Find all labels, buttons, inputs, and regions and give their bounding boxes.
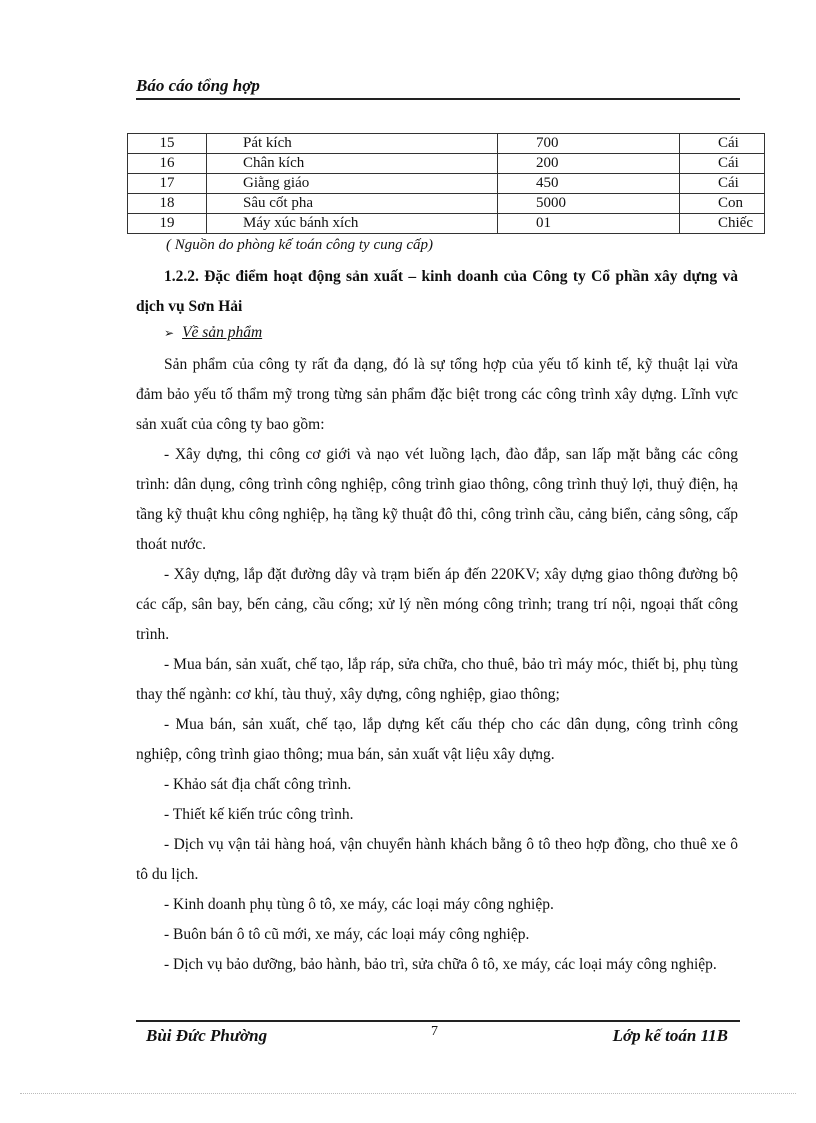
table-cell-unit: Chiếc [680,214,765,234]
table-cell-name: Chân kích [207,154,498,174]
table-cell-no: 16 [128,154,207,174]
sub-heading [164,324,262,342]
paragraph: - Thiết kế kiến trúc công trình. [164,806,354,823]
table-cell-name: Máy xúc bánh xích [207,214,498,234]
table-row [128,174,765,194]
paragraph: - Khảo sát địa chất công trình. [164,776,352,793]
source-note: ( Nguồn do phòng kế toán công ty cung cấp) [166,237,434,253]
table-cell-no: 19 [128,214,207,234]
table-cell-quantity: 450 [498,174,680,194]
footer-rule [136,1020,740,1022]
page-bottom-divider [20,1093,796,1094]
table-cell-unit: Cái [680,174,765,194]
paragraph: - Xây dựng, thi công cơ giới và nạo vét luồng lạch, đào đắp, san lấp mặt bằng các công trình: dân dụng, công trình công nghiệp, công trình giao thông, công trình thuỷ lợi, thuỷ điện, hạ tầng kỹ thuật khu công nghiệp, hạ tầng kỹ thuật đô thi, công trình cầu, cảng biển, cảng sông, cấp thoát nước. [136,446,738,553]
paragraph: - Dịch vụ bảo dưỡng, bảo hành, bảo trì, sửa chữa ô tô, xe máy, các loại máy công nghiệp. [164,956,717,973]
table-row [128,154,765,174]
sub-heading-label: Về sản phẩm [182,324,263,341]
paragraph: - Mua bán, sản xuất, chế tạo, lắp dựng kết cấu thép cho các dân dụng, công trình công nghiệp, công trình giao thông; mua bán, sản xuất vật liệu xây dựng. [136,716,738,763]
table-row [128,214,765,234]
page-header-title: Báo cáo tổng hợp [136,76,260,95]
paragraph: - Kinh doanh phụ tùng ô tô, xe máy, các loại máy công nghiệp. [164,896,554,913]
paragraph: - Dịch vụ vận tải hàng hoá, vận chuyển hành khách bằng ô tô theo hợp đồng, cho thuê xe ô tô du lịch. [136,836,738,883]
table-cell-unit: Cái [680,134,765,154]
table-cell-name: Giằng giáo [207,174,498,194]
footer-class: Lớp kế toán 11B [612,1026,728,1045]
table-row [128,134,765,154]
table-cell-name: Pát kích [207,134,498,154]
table-cell-unit: Cái [680,154,765,174]
table-cell-no: 17 [128,174,207,194]
table-cell-quantity: 5000 [498,194,680,214]
table-cell-unit: Con [680,194,765,214]
paragraph: - Mua bán, sản xuất, chế tạo, lắp ráp, sửa chữa, cho thuê, bảo trì máy móc, thiết bị, phụ tùng thay thế ngành: cơ khí, tàu thuỷ, xây dựng, công nghiệp, giao thông; [136,656,738,703]
page-number: 7 [431,1024,438,1039]
footer-author: Bùi Đức Phường [146,1026,268,1045]
paragraph: - Buôn bán ô tô cũ mới, xe máy, các loại máy công nghiệp. [164,926,530,943]
section-heading: 1.2.2. Đặc điểm hoạt động sản xuất – kinh doanh của Công ty Cổ phần xây dựng và dịch vụ Sơn Hải [136,268,738,315]
table-cell-quantity: 700 [498,134,680,154]
paragraph: Sản phẩm của công ty rất đa dạng, đó là sự tổng hợp của yếu tố kinh tế, kỹ thuật lại vừa đảm bảo yếu tố thẩm mỹ trong từng sản phẩm đặc biệt trong các công trình xây dựng. Lĩnh vực sản xuất của công ty bao gồm: [136,356,738,433]
header-rule [136,98,740,100]
arrow-bullet-icon: ➢ [164,326,175,340]
body-text [136,350,738,980]
table-cell-quantity: 200 [498,154,680,174]
equipment-table [127,133,765,234]
table-cell-no: 15 [128,134,207,154]
table-cell-name: Sâu cốt pha [207,194,498,214]
table-cell-no: 18 [128,194,207,214]
paragraph: - Xây dựng, lắp đặt đường dây và trạm biến áp đến 220KV; xây dựng giao thông đường bộ các cấp, sân bay, bến cảng, cầu cống; xử lý nền móng công trình; trang trí nội, ngoại thất công trình. [136,566,738,643]
table-row [128,194,765,214]
table-cell-quantity: 01 [498,214,680,234]
